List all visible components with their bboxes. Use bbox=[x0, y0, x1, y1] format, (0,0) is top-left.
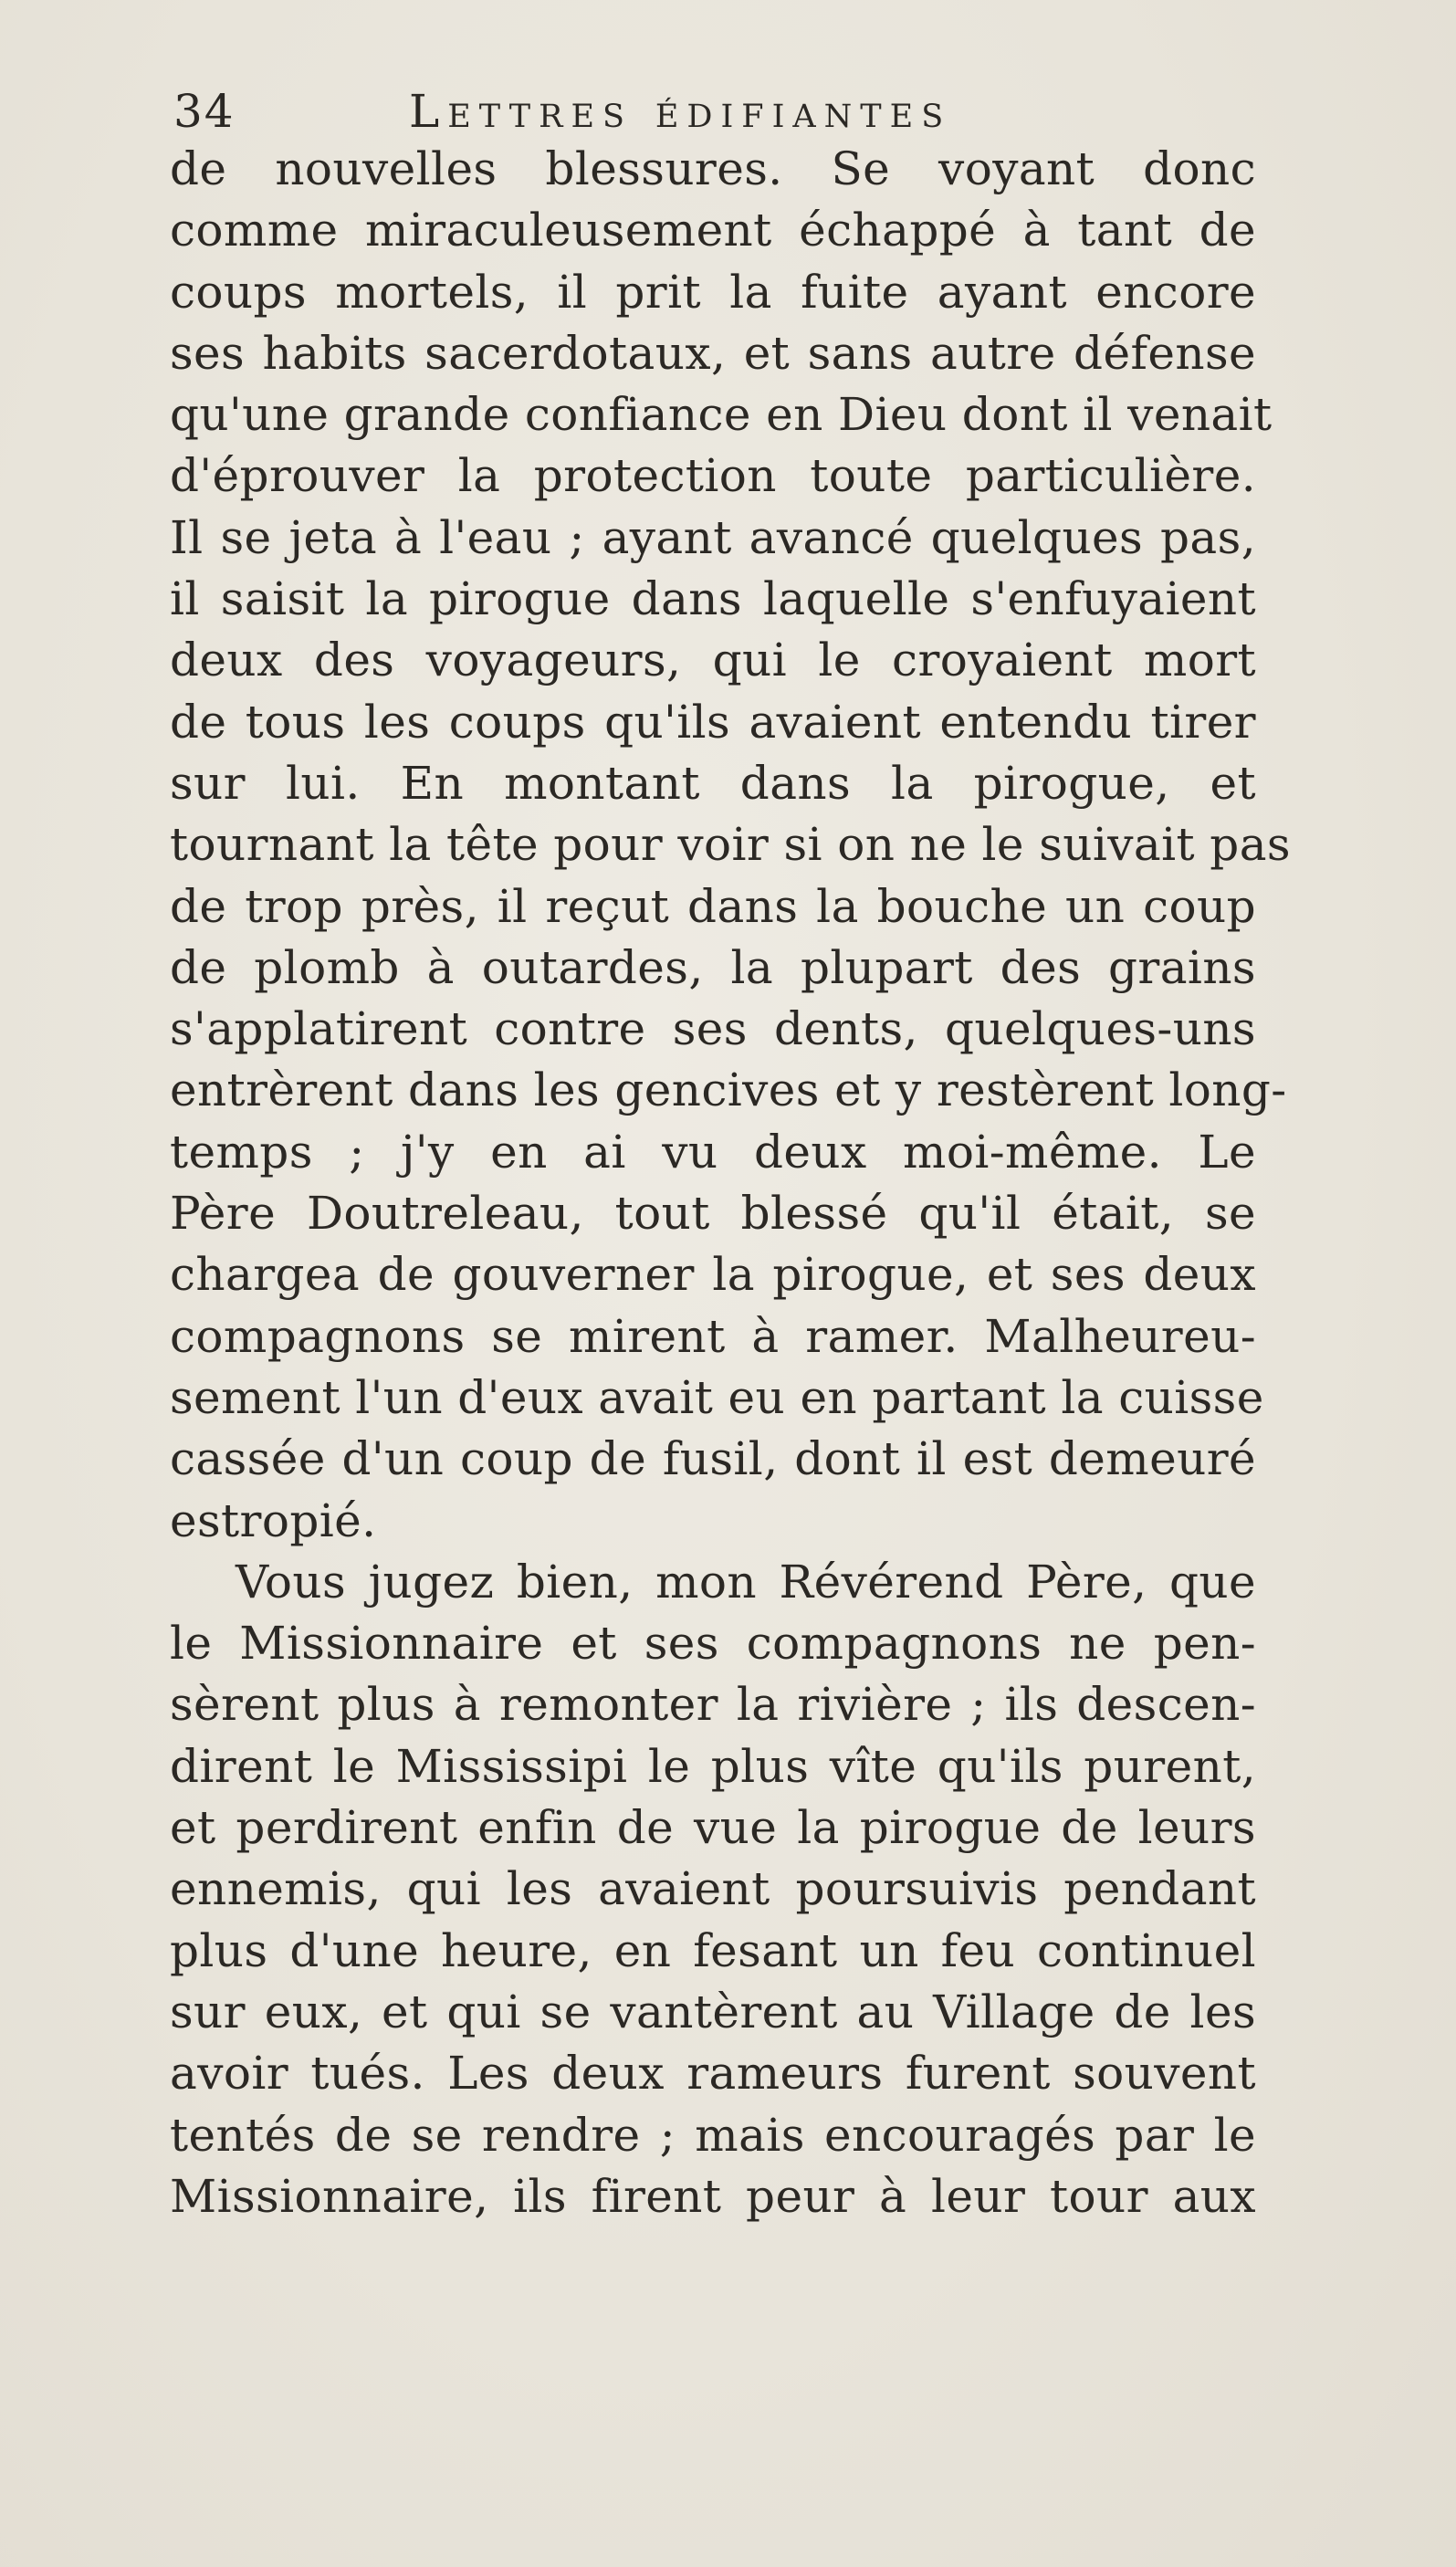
text-line: tentés de se rendre ; mais encouragés par le bbox=[170, 2108, 1256, 2162]
text-line: s'applatirent contre ses dents, quelques-uns bbox=[170, 1002, 1256, 1056]
text-line: ses habits sacerdotaux, et sans autre défense bbox=[170, 326, 1256, 380]
text-line: Vous jugez bien, mon Révérend Père, que bbox=[236, 1555, 1256, 1608]
text-line: estropié. bbox=[170, 1493, 377, 1547]
page-number: 34 bbox=[173, 85, 236, 138]
text-line: le Missionnaire et ses compagnons ne pen- bbox=[170, 1617, 1256, 1671]
text-line: dirent le Mississipi le plus vîte qu'ils purent, bbox=[170, 1739, 1256, 1793]
text-line: Père Doutreleau, tout blessé qu'il était, se bbox=[170, 1187, 1256, 1241]
text-line: temps ; j'y en ai vu deux moi-même. Le bbox=[170, 1125, 1256, 1179]
text-line: de tous les coups qu'ils avaient entendu tirer bbox=[170, 695, 1256, 749]
text-line: entrèrent dans les gencives et y restèrent long- bbox=[170, 1063, 1287, 1117]
page-header bbox=[173, 75, 1269, 148]
text-line: Il se jeta à l'eau ; ayant avancé quelques pas, bbox=[170, 510, 1256, 564]
text-line: avoir tués. Les deux rameurs furent souvent bbox=[170, 2047, 1256, 2101]
text-line: plus d'une heure, en fesant un feu continuel bbox=[170, 1923, 1256, 1977]
text-line: comme miraculeusement échappé à tant de bbox=[170, 204, 1256, 257]
running-head: Lettres édifiantes bbox=[409, 85, 952, 138]
text-line: chargea de gouverner la pirogue, et ses deux bbox=[170, 1248, 1256, 1302]
text-line: et perdirent enfin de vue la pirogue de leurs bbox=[170, 1801, 1256, 1855]
text-line: sèrent plus à remonter la rivière ; ils descen- bbox=[170, 1678, 1256, 1732]
text-line: cassée d'un coup de fusil, dont il est demeuré bbox=[170, 1432, 1256, 1486]
text-line: de nouvelles blessures. Se voyant donc bbox=[170, 142, 1256, 195]
text-line: Missionnaire, ils firent peur à leur tour aux bbox=[170, 2169, 1256, 2223]
text-line: compagnons se mirent à ramer. Malheureu- bbox=[170, 1309, 1256, 1363]
text-line: coups mortels, il prit la fuite ayant encore bbox=[170, 265, 1256, 319]
text-line: de plomb à outardes, la plupart des grains bbox=[170, 940, 1256, 994]
text-line: qu'une grande confiance en Dieu dont il venait bbox=[170, 388, 1273, 442]
text-line: il saisit la pirogue dans laquelle s'enfuyaient bbox=[170, 572, 1256, 626]
text-line: sur lui. En montant dans la pirogue, et bbox=[170, 756, 1256, 810]
text-line: de trop près, il reçut dans la bouche un coup bbox=[170, 879, 1256, 933]
text-line: deux des voyageurs, qui le croyaient mort bbox=[170, 634, 1256, 687]
text-line: ennemis, qui les avaient poursuivis pendant bbox=[170, 1862, 1256, 1916]
text-line: tournant la tête pour voir si on ne le suivait pas bbox=[170, 818, 1291, 872]
text-line: d'éprouver la protection toute particulière. bbox=[170, 449, 1256, 503]
text-line: sur eux, et qui se vantèrent au Village de les bbox=[170, 1985, 1256, 2038]
body-text bbox=[170, 139, 1291, 2227]
text-line: sement l'un d'eux avait eu en partant la cuisse bbox=[170, 1370, 1264, 1424]
